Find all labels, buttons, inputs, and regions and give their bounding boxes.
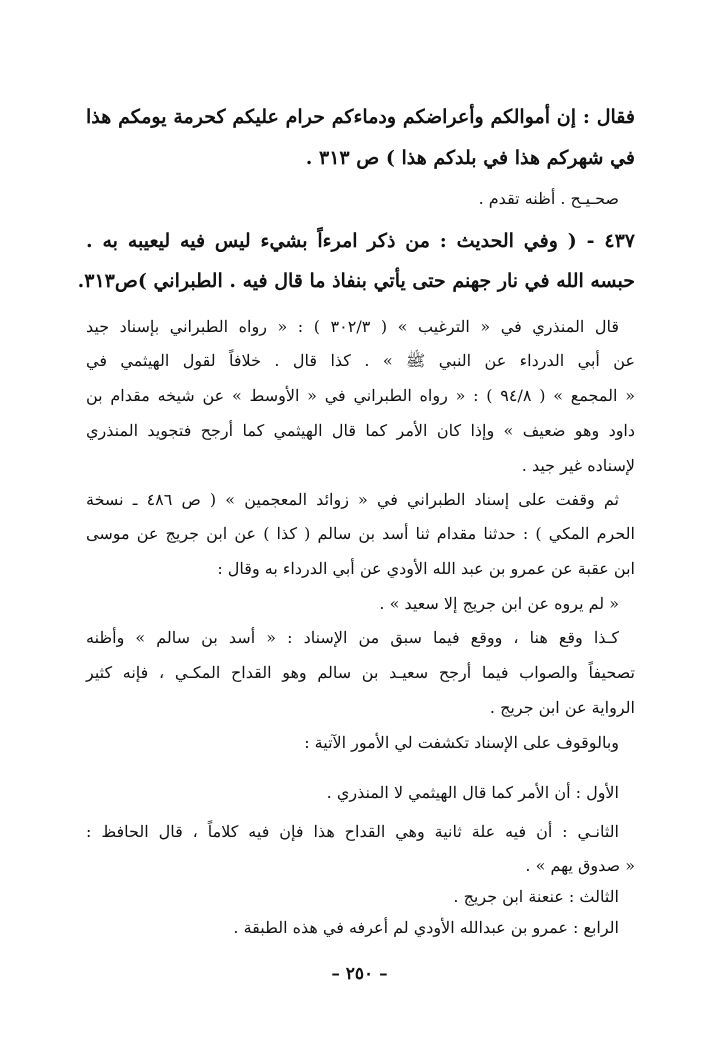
point-fourth: الرابع : عمرو بن عبدالله الأودي لم أعرفه في هذه الطبقة . bbox=[233, 918, 619, 937]
point-second-cont: « صدوق يهم » . bbox=[525, 856, 635, 875]
point-first: الأول : أن الأمر كما قال الهيثمي لا المنذري . bbox=[326, 783, 619, 802]
text-line-3: صحـيـح . أظنه تقدم . bbox=[478, 189, 619, 208]
commentary-line-3: « المجمع » ( ٩٤/٨ ) : « رواه الطبراني في « الأوسط » عن شيخه مقدام بن bbox=[86, 386, 635, 405]
page-number: – ٢٥٠ – bbox=[331, 964, 388, 984]
commentary-line-10: كـذا وقع هنا ، ووقع فيما سبق من الإسناد : « أسد بن سالم » وأظنه bbox=[86, 628, 619, 647]
commentary-line-13: وبالوقوف على الإسناد تكشفت لي الأمور الآتية : bbox=[304, 733, 619, 752]
commentary-line-12: الرواية عن ابن جريج . bbox=[489, 698, 635, 717]
commentary-line-8: ابن عقبة عن عمرو بن عبد الله الأودي عن أبي الدرداء به وقال : bbox=[217, 559, 635, 578]
commentary-line-5: لإسناده غير جيد . bbox=[521, 456, 635, 475]
commentary-line-9: « لم يروه عن ابن جريج إلا سعيد » . bbox=[379, 594, 619, 613]
hadith-437-line-1: ٤٣٧ - ( وفي الحديث : من ذكر امرءاً بشيء ليس فيه ليعيبه به . bbox=[86, 230, 635, 252]
commentary-line-6: ثم وقفت على إسناد الطبراني في « زوائد المعجمين » ( ص ٤٨٦ ـ نسخة bbox=[86, 490, 619, 509]
commentary-line-11: تصحيفاً والصواب فيما أرجح سعيـد بن سالم وهو القداح المكـي ، فإنه كثير bbox=[86, 663, 635, 682]
commentary-line-7: الحرم المكي ) : حدثنا مقدام ثنا أسد بن سالم ( كذا ) عن ابن جريج عن موسى bbox=[86, 524, 635, 543]
commentary-line-1: قال المنذري في « الترغيب » ( ٣٠٢/٣ ) : « رواه الطبراني بإسناد جيد bbox=[86, 317, 620, 336]
point-second: الثانـي : أن فيه علة ثانية وهي القداح هذا فإن فيه كلاماً ، قال الحافظ : bbox=[86, 822, 619, 841]
point-third: الثالث : عنعنة ابن جريج . bbox=[453, 887, 619, 906]
commentary-line-2: عن أبي الدرداء عن النبي ﷺ » . كذا قال . خلافاً لقول الهيثمي في bbox=[86, 351, 635, 370]
text-line-2: في شهركم هذا في بلدكم هذا ) ص ٣١٣ . bbox=[305, 147, 635, 169]
commentary-line-4: داود وهو ضعيف » وإذا كان الأمر كما قال الهيثمي كما أرجح فتجويد المنذري bbox=[86, 421, 635, 440]
text-line-1: فقال : إن أموالكم وأعراضكم ودماءكم حرام عليكم كحرمة يومكم هذا bbox=[86, 106, 635, 128]
hadith-437-line-2: حبسه الله في نار جهنم حتى يأتي بنفاذ ما قال فيه . الطبراني )ص٣١٣. bbox=[77, 270, 635, 292]
